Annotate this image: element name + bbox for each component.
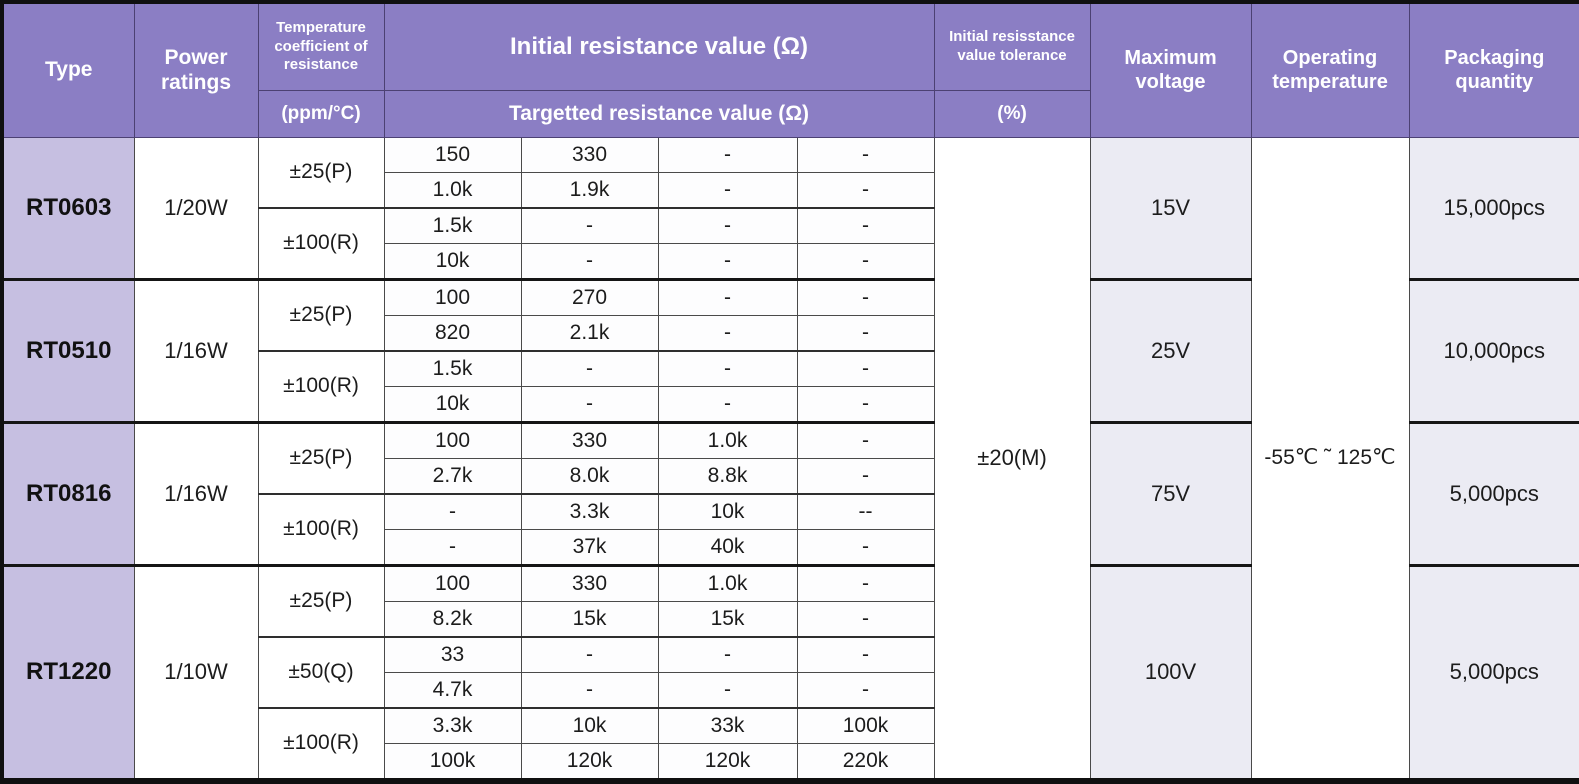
resistance-cell: - — [797, 672, 934, 708]
header-power-ratings: Power ratings — [134, 2, 258, 137]
packaging-cell: 15,000pcs — [1409, 137, 1579, 279]
resistance-cell: 2.1k — [521, 315, 658, 351]
resistance-cell: - — [658, 672, 797, 708]
temp-coefficient-cell: ±25(P) — [258, 137, 384, 208]
temp-coefficient-cell: ±25(P) — [258, 279, 384, 351]
type-cell: RT0510 — [2, 279, 134, 422]
header-temp-coefficient-unit: (ppm/°C) — [258, 90, 384, 137]
resistance-cell: - — [797, 422, 934, 458]
resistance-cell: 100 — [384, 422, 521, 458]
resistance-cell: - — [658, 172, 797, 208]
resistance-cell: - — [658, 386, 797, 422]
resistance-cell: 4.7k — [384, 672, 521, 708]
resistance-cell: - — [384, 529, 521, 565]
resistance-cell: 1.9k — [521, 172, 658, 208]
resistance-cell: 2.7k — [384, 458, 521, 494]
resistance-cell: - — [521, 637, 658, 673]
resistance-cell: - — [797, 172, 934, 208]
resistance-cell: - — [797, 458, 934, 494]
power-cell: 1/10W — [134, 565, 258, 781]
resistance-cell: 33k — [658, 708, 797, 744]
power-cell: 1/16W — [134, 422, 258, 565]
resistance-cell: 1.0k — [658, 422, 797, 458]
max-voltage-cell: 75V — [1090, 422, 1251, 565]
resistance-cell: - — [797, 637, 934, 673]
resistance-cell: - — [521, 672, 658, 708]
resistance-cell: 37k — [521, 529, 658, 565]
packaging-cell: 5,000pcs — [1409, 422, 1579, 565]
max-voltage-cell: 15V — [1090, 137, 1251, 279]
resistance-cell: - — [384, 494, 521, 530]
type-cell: RT0816 — [2, 422, 134, 565]
resistance-cell: 8.8k — [658, 458, 797, 494]
resistance-cell: - — [658, 243, 797, 279]
resistance-cell: 820 — [384, 315, 521, 351]
resistance-cell: 120k — [658, 743, 797, 781]
max-voltage-cell: 100V — [1090, 565, 1251, 781]
resistance-cell: 1.5k — [384, 351, 521, 387]
resistance-cell: - — [658, 137, 797, 172]
resistance-cell: - — [521, 208, 658, 244]
temp-coefficient-cell: ±100(R) — [258, 708, 384, 781]
header-max-voltage: Maximum voltage — [1090, 2, 1251, 137]
resistance-cell: - — [658, 279, 797, 315]
header-temp-coefficient: Temperature coefficient of resistance — [258, 2, 384, 90]
resistance-cell: 120k — [521, 743, 658, 781]
resistance-cell: - — [658, 351, 797, 387]
temp-coefficient-cell: ±100(R) — [258, 494, 384, 566]
header-tolerance: Initial resisstance value tolerance — [934, 2, 1090, 90]
resistance-cell: 1.0k — [658, 565, 797, 601]
resistance-cell: 3.3k — [521, 494, 658, 530]
temp-coefficient-cell: ±100(R) — [258, 351, 384, 423]
temp-coefficient-cell: ±25(P) — [258, 422, 384, 494]
resistance-cell: 10k — [658, 494, 797, 530]
packaging-cell: 5,000pcs — [1409, 565, 1579, 781]
resistance-cell: 33 — [384, 637, 521, 673]
max-voltage-cell: 25V — [1090, 279, 1251, 422]
resistance-cell: - — [521, 351, 658, 387]
resistance-cell: - — [797, 386, 934, 422]
resistance-cell: 1.5k — [384, 208, 521, 244]
resistance-cell: - — [797, 565, 934, 601]
resistance-cell: 15k — [658, 601, 797, 637]
resistance-cell: 10k — [384, 243, 521, 279]
resistance-cell: 8.0k — [521, 458, 658, 494]
resistance-cell: 100 — [384, 565, 521, 601]
resistance-cell: - — [797, 529, 934, 565]
resistance-cell: - — [658, 208, 797, 244]
resistance-cell: 40k — [658, 529, 797, 565]
resistance-cell: 8.2k — [384, 601, 521, 637]
resistance-cell: - — [797, 279, 934, 315]
type-cell: RT1220 — [2, 565, 134, 781]
resistance-cell: 10k — [521, 708, 658, 744]
resistance-cell: 15k — [521, 601, 658, 637]
temp-coefficient-cell: ±25(P) — [258, 565, 384, 637]
resistance-cell: 330 — [521, 565, 658, 601]
resistance-cell: 270 — [521, 279, 658, 315]
resistance-cell: - — [797, 601, 934, 637]
resistance-cell: 220k — [797, 743, 934, 781]
resistance-cell: - — [521, 243, 658, 279]
type-cell: RT0603 — [2, 137, 134, 279]
header-packaging-quantity: Packaging quantity — [1409, 2, 1579, 137]
power-cell: 1/16W — [134, 279, 258, 422]
resistance-cell: - — [797, 137, 934, 172]
resistance-cell: 1.0k — [384, 172, 521, 208]
resistance-cell: - — [797, 351, 934, 387]
resistance-cell: - — [521, 386, 658, 422]
resistance-cell: - — [797, 315, 934, 351]
header-initial-resistance: Initial resistance value (Ω) — [384, 2, 934, 90]
header-targetted-resistance: Targetted resistance value (Ω) — [384, 90, 934, 137]
resistance-cell: 330 — [521, 137, 658, 172]
resistance-cell: 10k — [384, 386, 521, 422]
resistance-cell: - — [658, 637, 797, 673]
header-tolerance-unit: (%) — [934, 90, 1090, 137]
operating-temperature-cell: -55℃ ˜ 125℃ — [1251, 137, 1409, 781]
header-operating-temperature: Operating temperature — [1251, 2, 1409, 137]
resistance-cell: - — [797, 208, 934, 244]
resistance-cell: 100k — [797, 708, 934, 744]
resistance-cell: - — [797, 243, 934, 279]
power-cell: 1/20W — [134, 137, 258, 279]
tolerance-cell: ±20(M) — [934, 137, 1090, 781]
resistance-cell: 150 — [384, 137, 521, 172]
packaging-cell: 10,000pcs — [1409, 279, 1579, 422]
resistance-cell: 3.3k — [384, 708, 521, 744]
resistance-cell: 100 — [384, 279, 521, 315]
resistance-cell: 330 — [521, 422, 658, 458]
resistance-cell: - — [658, 315, 797, 351]
header-type: Type — [2, 2, 134, 137]
temp-coefficient-cell: ±100(R) — [258, 208, 384, 280]
resistance-cell: 100k — [384, 743, 521, 781]
table-row — [2, 137, 1579, 172]
resistance-cell: -- — [797, 494, 934, 530]
temp-coefficient-cell: ±50(Q) — [258, 637, 384, 708]
